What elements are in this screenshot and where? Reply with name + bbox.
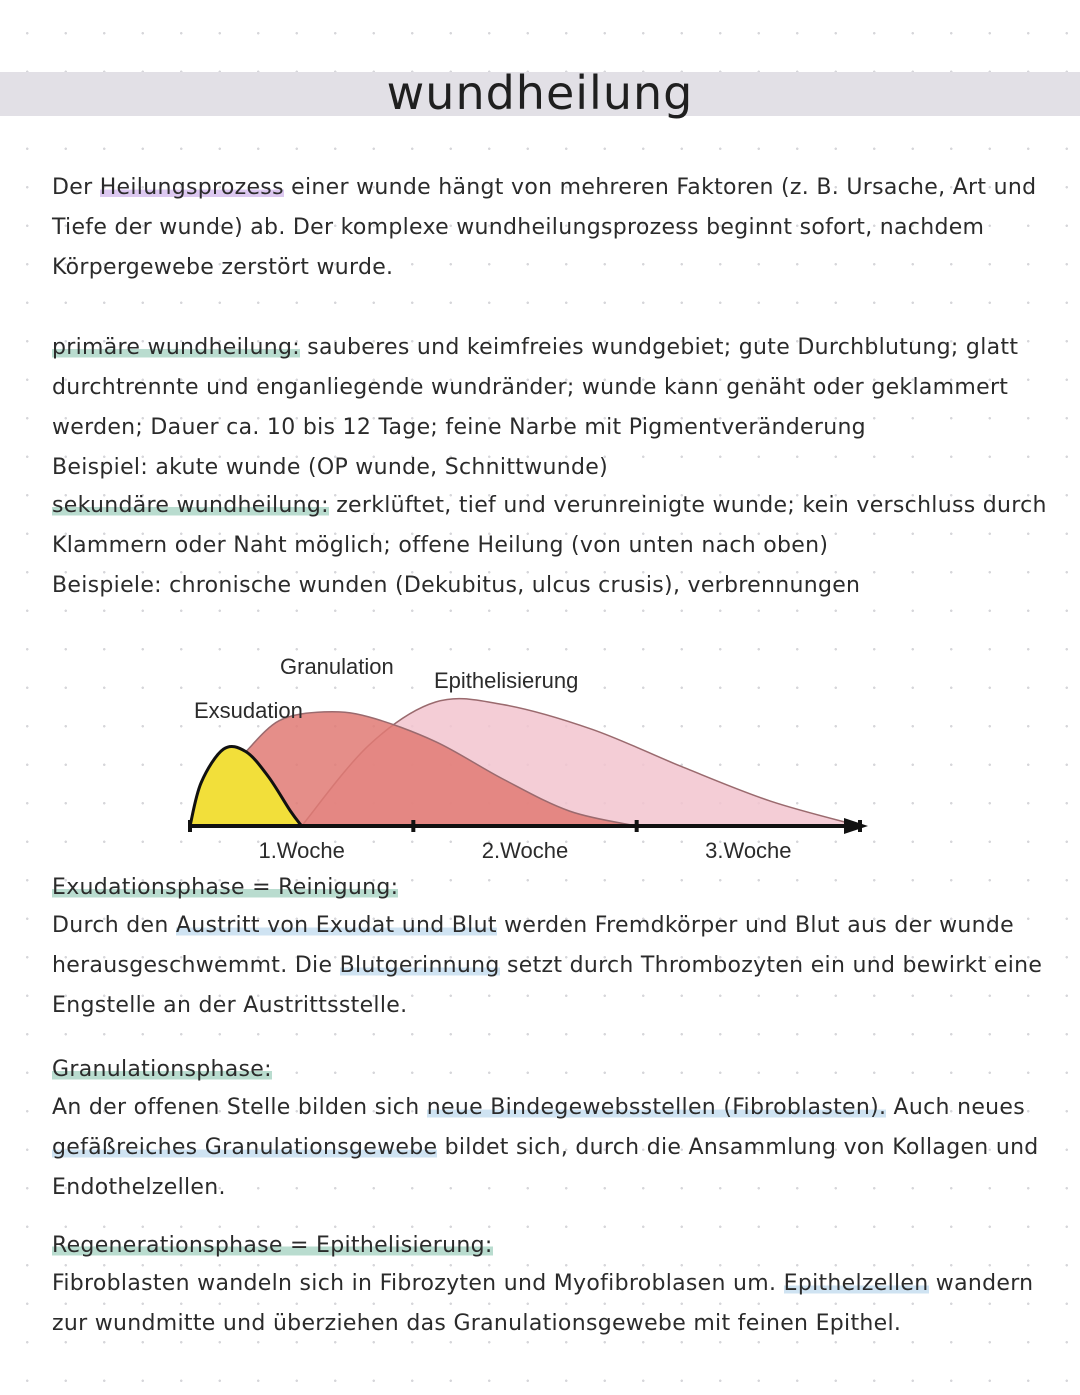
exudation-phase-text <box>52 906 1052 1026</box>
regeneration-phase-label: Regenerationsphase = Epithelisierung: <box>52 1233 493 1258</box>
phase-text-segment: Durch den <box>52 913 176 938</box>
secondary-healing-example: Beispiele: chronische wunden (Dekubitus, ulcus crusis), verbrennungen <box>52 573 861 598</box>
phase-text-segment: setzt durch Thrombozyten ein und bewirkt eine Engstelle an der Austrittsstelle. <box>52 953 1043 1018</box>
phase-text-segment: wandern zur wundmitte und überziehen das Granulationsgewebe mit feinen Epithel. <box>52 1271 1034 1336</box>
secondary-healing-paragraph <box>52 486 1052 566</box>
legend-label-exsudation: Exsudation <box>194 698 303 723</box>
wound-healing-chart <box>170 640 890 870</box>
regeneration-phase-label-row <box>52 1226 1052 1266</box>
legend-label-epithelisierung: Epithelisierung <box>434 668 579 693</box>
highlighted-term: Austritt von Exudat und Blut <box>175 913 497 938</box>
chart-axis <box>190 818 868 863</box>
intro-text-pre: Der <box>52 175 100 200</box>
x-tick-label: 2.Woche <box>481 838 569 863</box>
granulation-phase-label-row <box>52 1050 1052 1090</box>
exudation-phase-label: Exudationsphase = Reinigung: <box>52 875 399 900</box>
phase-text-segment: bildet sich, durch die Ansammlung von Kollagen und Endothelzellen. <box>52 1135 1039 1200</box>
regeneration-phase-text <box>52 1264 1052 1344</box>
phase-text-segment: werden Fremdkörper und Blut aus der wunde herausgeschwemmt. Die <box>52 913 1014 978</box>
granulation-phase-label: Granulationsphase: <box>52 1057 272 1082</box>
legend-label-granulation: Granulation <box>280 654 394 679</box>
exudation-phase-label-row <box>52 868 1052 908</box>
phase-text-segment: An der offenen Stelle bilden sich <box>52 1095 427 1120</box>
primary-healing-example: Beispiel: akute wunde (OP wunde, Schnittwunde) <box>52 455 608 480</box>
x-tick-label: 1.Woche <box>258 838 345 863</box>
x-axis-arrow <box>844 818 868 834</box>
intro-paragraph <box>52 168 1052 288</box>
intro-highlight: Heilungsprozess <box>99 175 284 200</box>
primary-healing-text: sauberes und keimfreies wundgebiet; gute Durchblutung; glatt durchtrennte und enganliegende wundränder; wunde kann genäht oder geklammert werden; Dauer ca. 10 bis 12 Tage; feine Narbe mit Pigmentveränderung <box>52 335 1019 440</box>
highlighted-term: Blutgerinnung <box>339 953 500 978</box>
secondary-healing-label: sekundäre wundheilung: <box>52 493 329 518</box>
primary-healing-label: primäre wundheilung: <box>52 335 300 360</box>
highlighted-term: gefäßreiches Granulationsgewebe <box>52 1135 438 1160</box>
primary-healing-paragraph <box>52 328 1052 448</box>
phase-text-segment: Auch neues <box>886 1095 1026 1120</box>
secondary-healing-text: zerklüftet, tief und verunreinigte wunde; kein verschluss durch Klammern oder Naht möglich; offene Heilung (von unten nach oben) <box>52 493 1047 558</box>
intro-text-post: einer wunde hängt von mehreren Faktoren (z. B. Ursache, Art und Tiefe der wunde) ab. Der komplexe wundheilungsprozess beginnt sofort, nachdem Körpergewebe zerstört wurde. <box>52 175 1037 280</box>
highlighted-term: Epithelzellen <box>783 1271 929 1296</box>
page-title: wundheilung <box>386 66 694 120</box>
x-tick-label: 3.Woche <box>705 838 792 863</box>
phase-text-segment: Fibroblasten wandeln sich in Fibrozyten und Myofibroblasen um. <box>52 1271 784 1296</box>
granulation-phase-text <box>52 1088 1052 1208</box>
highlighted-term: neue Bindegewebsstellen (Fibroblasten). <box>426 1095 887 1120</box>
